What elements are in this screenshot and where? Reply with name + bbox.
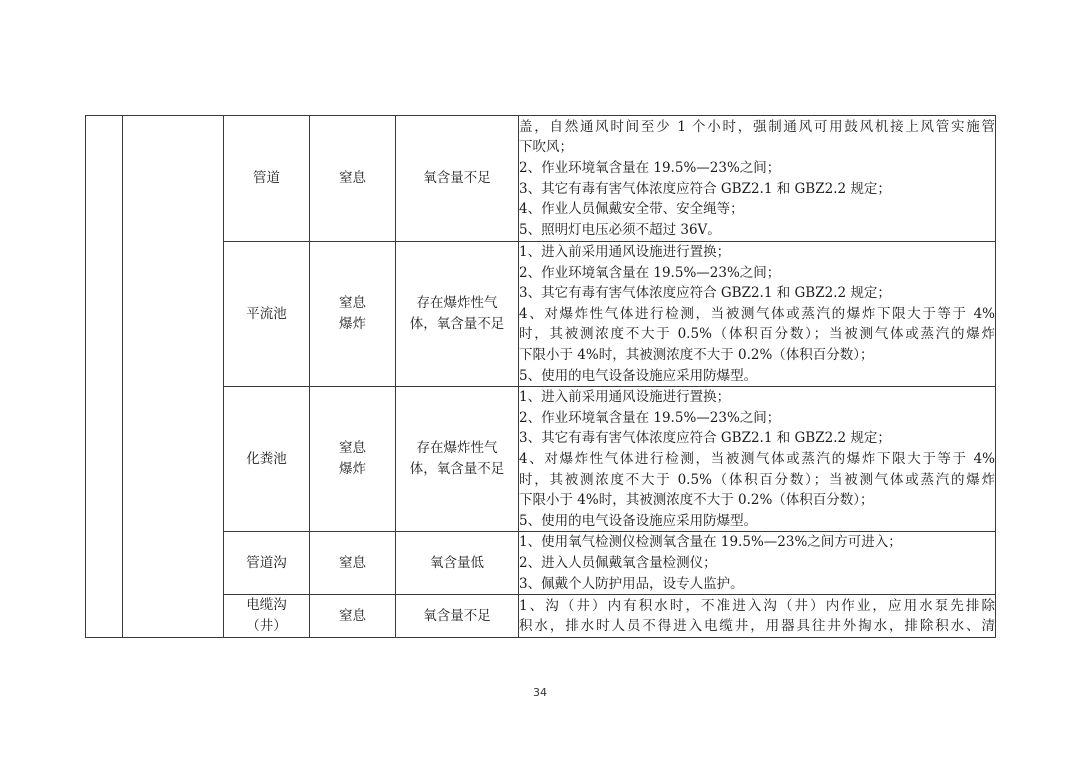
hazard-cell: 窒息 [310, 595, 396, 638]
measures-cell: 1、进入前采用通风设施进行置换； 2、作业环境氧含量在 19.5%—23%之间； 3、其它有毒有害气体浓度应符合 GBZ2.1 和 GBZ2.2 规定； 4、对爆炸性气体进行检测，当被测气体或蒸汽的爆炸下限大于等于 4% 时，其被测浓度不大于 0.5%（体积百分数）；当被测气体或蒸汽的爆炸 下限小于 4%时，其被测浓度不大于 0.2%（体积百分数）； 5、使用的电气设备设施应采用防爆型。 [519, 387, 996, 532]
hazard-measures-table [85, 115, 996, 638]
hazard-cell: 窒息 爆炸 [310, 242, 396, 387]
measures-cell: 盖，自然通风时间至少 1 个小时，强制通风可用鼓风机接上风管实施管 下吹风； 2、作业环境氧含量在 19.5%—23%之间； 3、其它有毒有害气体浓度应符合 GBZ2.1 和 GBZ2.2 规定； 4、作业人员佩戴安全带、安全绳等； 5、照明灯电压必须不超过 36V。 [519, 116, 996, 242]
page-number: 34 [533, 686, 547, 699]
place-cell: 化粪池 [224, 387, 310, 532]
hazard-cell: 窒息 [310, 532, 396, 595]
measures-cell: 1、使用氧气检测仪检测氧含量在 19.5%—23%之间方可进入； 2、进入人员佩戴氧含量检测仪； 3、佩戴个人防护用品，设专人监护。 [519, 532, 996, 595]
place-cell: 管道沟 [224, 532, 310, 595]
hazard-cell: 窒息 爆炸 [310, 387, 396, 532]
place-cell: 管道 [224, 116, 310, 242]
cause-cell: 氧含量不足 [396, 116, 519, 242]
measures-cell: 1、沟（井）内有积水时，不准进入沟（井）内作业，应用水泵先排除 积水，排水时人员不得进入电缆井，用器具往井外掏水，排除积水、清 [519, 595, 996, 638]
cause-cell: 氧含量不足 [396, 595, 519, 638]
cause-cell: 存在爆炸性气 体，氧含量不足 [396, 242, 519, 387]
measures-cell: 1、进入前采用通风设施进行置换； 2、作业环境氧含量在 19.5%—23%之间； 3、其它有毒有害气体浓度应符合 GBZ2.1 和 GBZ2.2 规定； 4、对爆炸性气体进行检测，当被测气体或蒸汽的爆炸下限大于等于 4% 时，其被测浓度不大于 0.5%（体积百分数）；当被测气体或蒸汽的爆炸 下限小于 4%时，其被测浓度不大于 0.2%（体积百分数）； 5、使用的电气设备设施应采用防爆型。 [519, 242, 996, 387]
cause-cell: 存在爆炸性气 体，氧含量不足 [396, 387, 519, 532]
place-cell: 平流池 [224, 242, 310, 387]
hazard-cell: 窒息 [310, 116, 396, 242]
category-cell [86, 116, 123, 638]
table-row [86, 116, 996, 242]
subcategory-cell [123, 116, 224, 638]
place-cell: 电缆沟 （井） [224, 595, 310, 638]
cause-cell: 氧含量低 [396, 532, 519, 595]
